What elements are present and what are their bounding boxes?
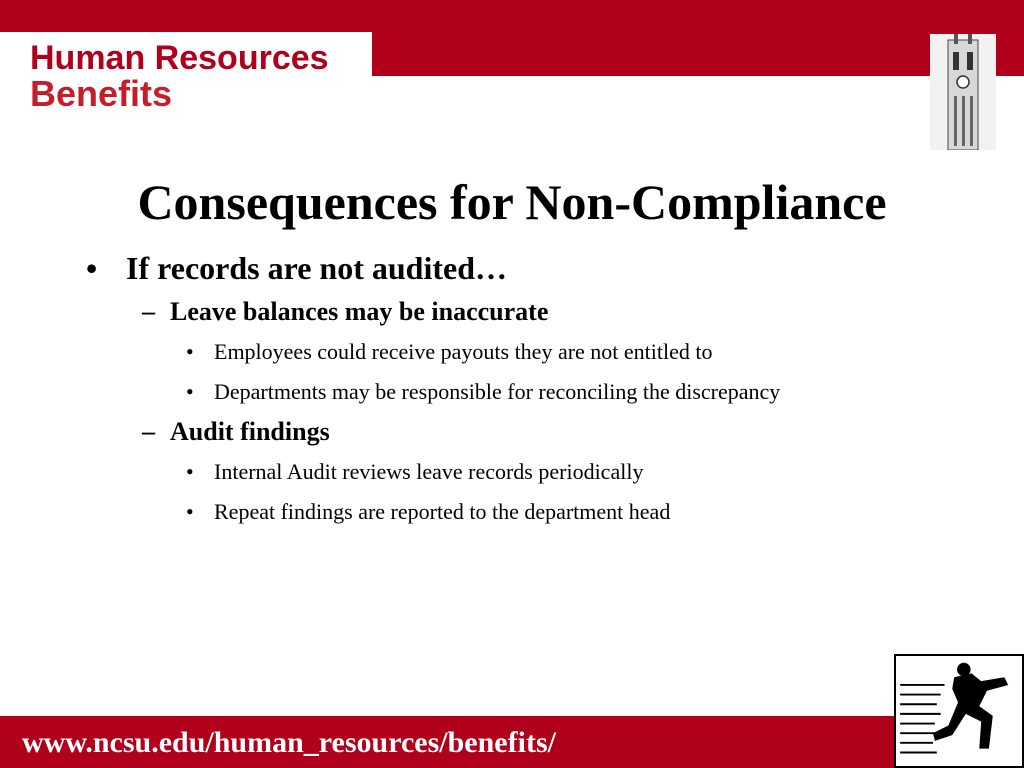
dash-marker: –: [142, 297, 155, 326]
bullet-level-3: [186, 377, 946, 407]
runner-icon: [894, 654, 1024, 768]
bullet-list: [86, 250, 946, 537]
bell-tower-icon: [930, 34, 996, 150]
bullet-marker: •: [186, 339, 194, 364]
dash-marker: –: [142, 417, 155, 446]
bullet-text: Departments may be responsible for reconciling the discrepancy: [214, 379, 781, 404]
bullet-marker: •: [186, 499, 194, 524]
top-banner: [0, 0, 1024, 32]
brand-line-1: Human Resources: [30, 39, 329, 77]
slide-title: Consequences for Non-Compliance: [137, 174, 887, 230]
bullet-marker: •: [186, 379, 194, 404]
bullet-text: Audit findings: [170, 417, 330, 446]
bullet-level-1: [86, 250, 946, 287]
bullet-text: Repeat findings are reported to the department head: [214, 499, 671, 524]
top-banner-extension: [372, 32, 1024, 76]
bullet-level-3: [186, 337, 946, 367]
bullet-level-3: [186, 457, 946, 487]
bullet-marker: •: [86, 250, 98, 286]
bullet-level-3: [186, 497, 946, 527]
bullet-marker: •: [186, 459, 194, 484]
bullet-text: Internal Audit reviews leave records periodically: [214, 459, 644, 484]
brand-logo: [30, 40, 329, 112]
bullet-text: Employees could receive payouts they are not entitled to: [214, 339, 713, 364]
bullet-level-2: [142, 417, 946, 447]
bullet-text: If records are not audited…: [126, 250, 508, 286]
brand-line-2: Benefits: [30, 73, 173, 114]
bullet-level-2: [142, 297, 946, 327]
footer-url-link[interactable]: www.ncsu.edu/human_resources/benefits/: [22, 726, 556, 759]
bullet-text: Leave balances may be inaccurate: [170, 297, 549, 326]
